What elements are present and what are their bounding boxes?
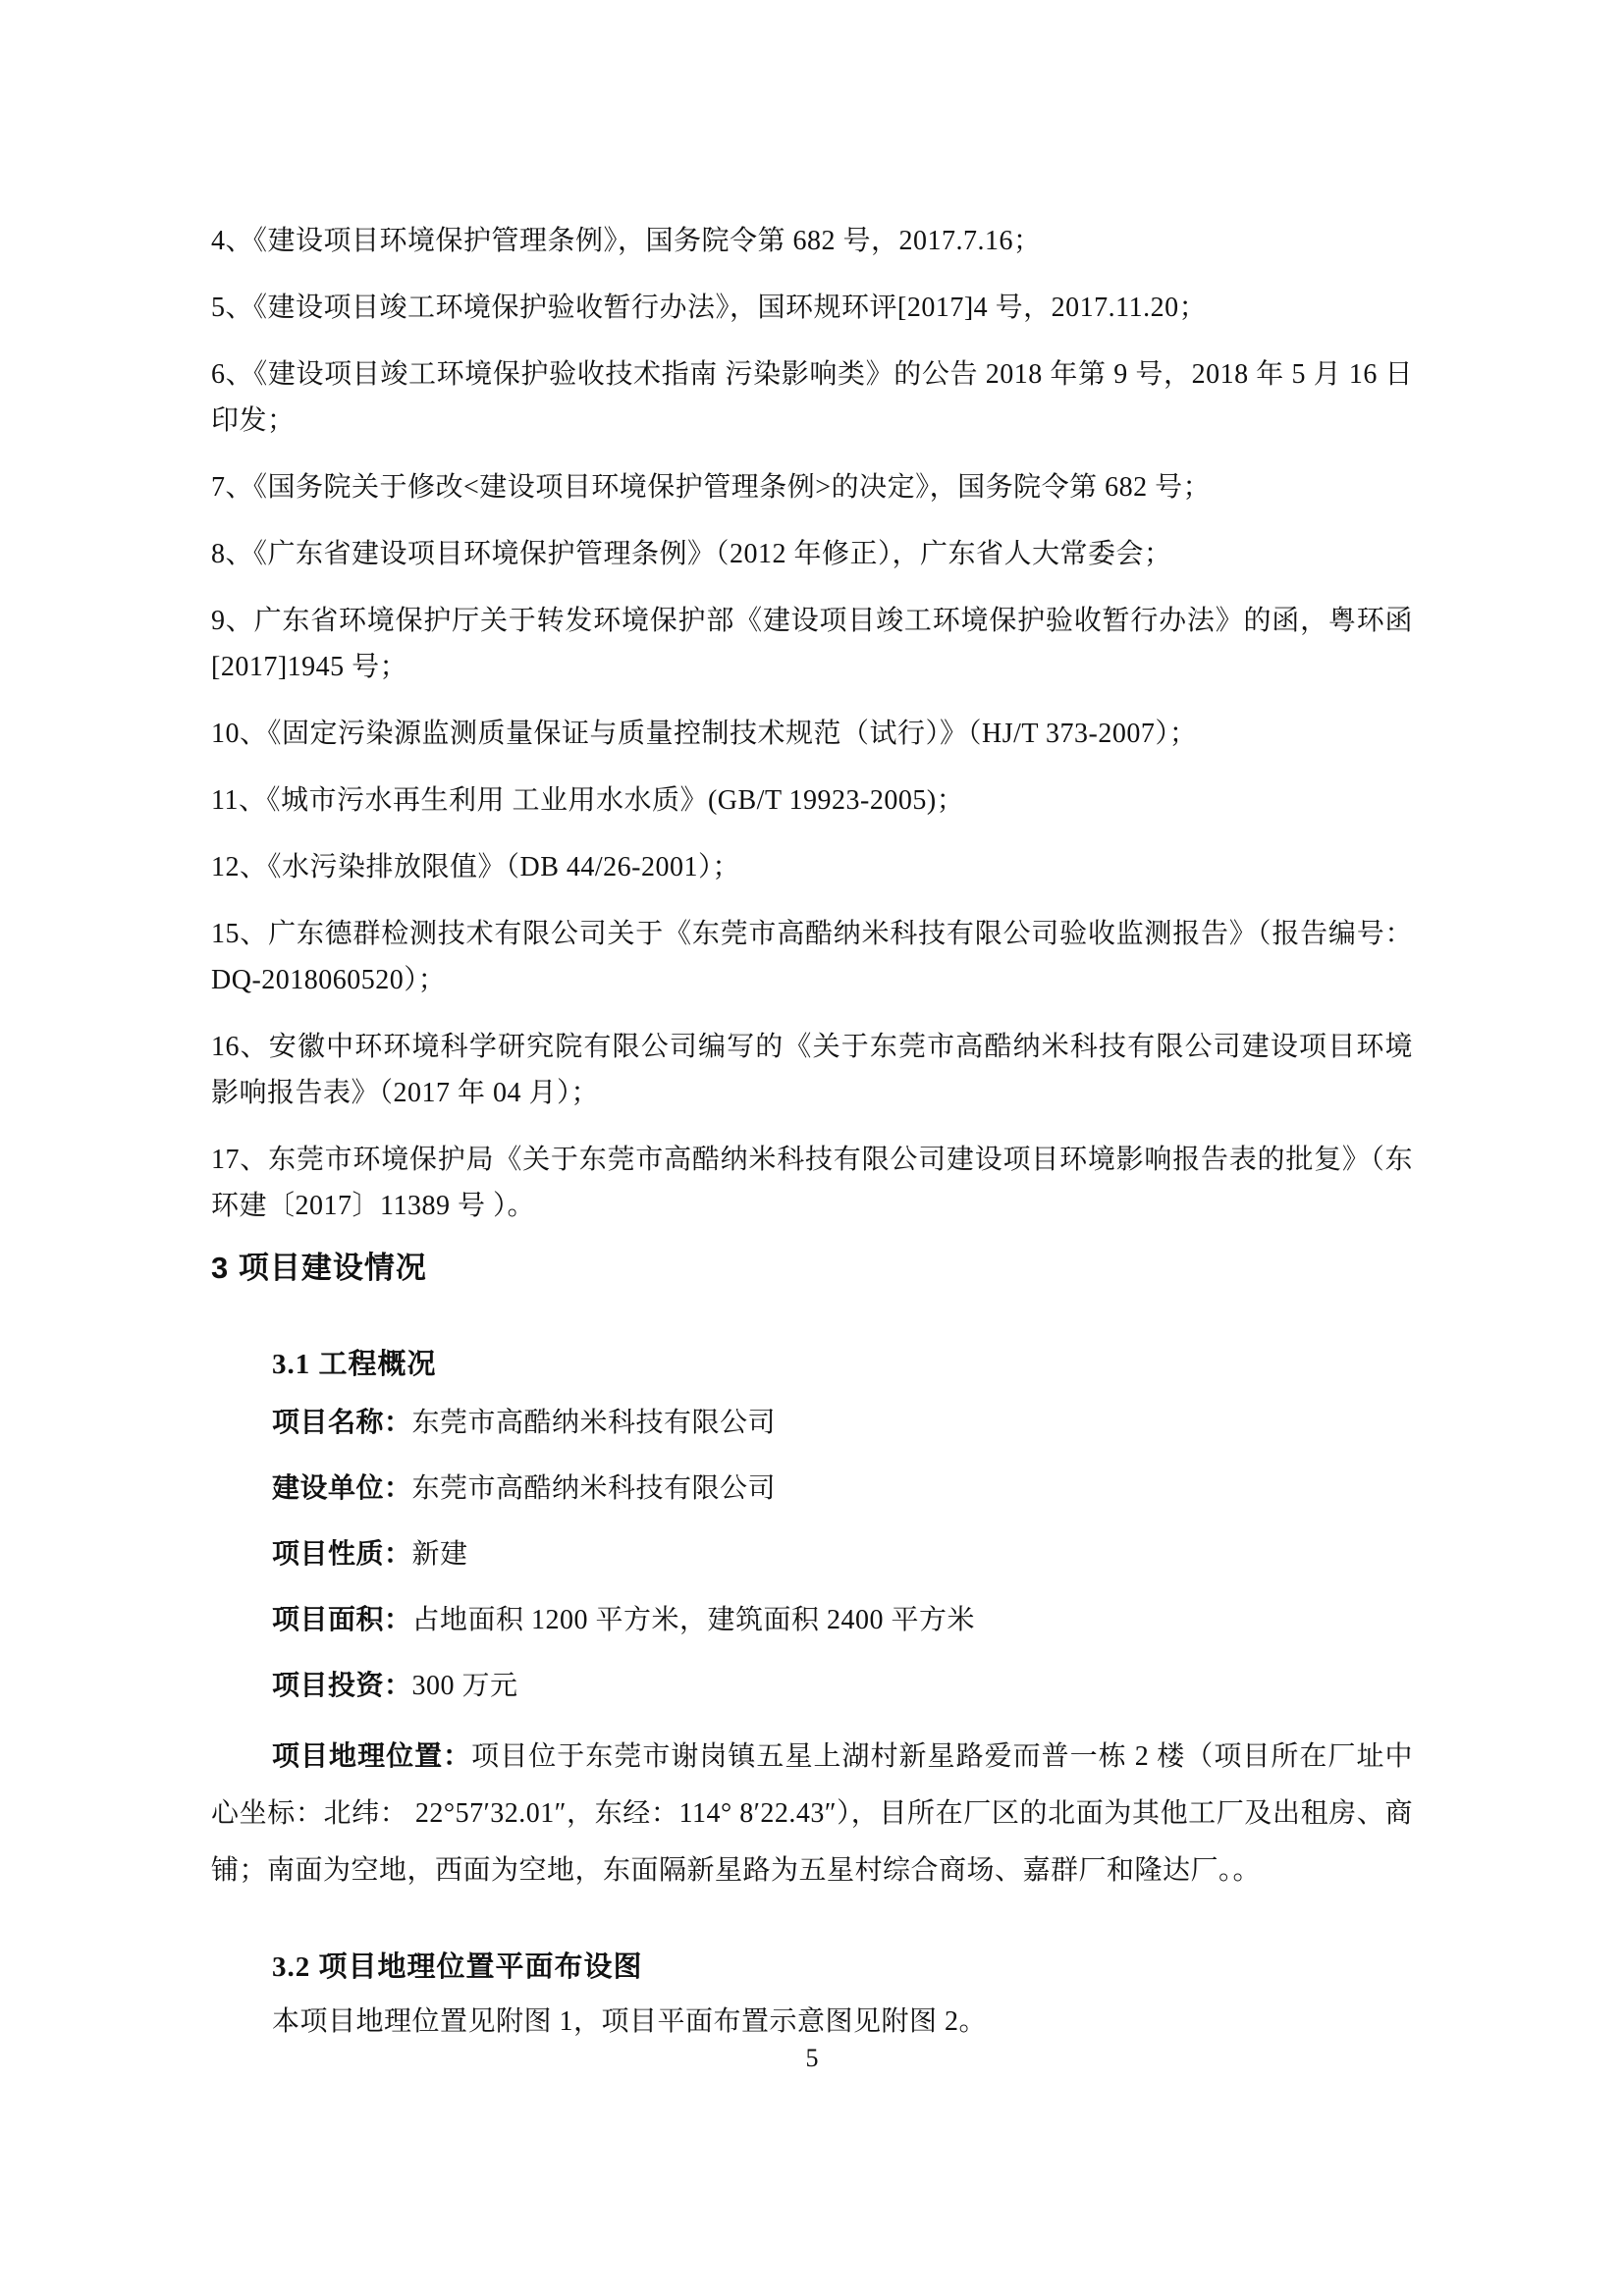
reference-item-12: 12、《水污染排放限值》（DB 44/26-2001）； bbox=[211, 852, 741, 882]
field-value: 新建 bbox=[411, 1539, 468, 1570]
field-project-nature bbox=[272, 1531, 1413, 1577]
field-project-name bbox=[272, 1400, 1413, 1446]
field-label: 项目性质： bbox=[272, 1539, 412, 1570]
location-text: 项目位于东莞市谢岗镇五星上湖村新星路爱而普一栋 2 楼（项目所在厂址中心坐标：北纬： 22°57′32.01″，东经：114° 8′22.43″），目所在厂区的北面为其他工厂及出租房、商铺；南面为空地，西面为空地，东面隔新星路为五星村综合商场、嘉群厂和隆达厂。。 bbox=[211, 1741, 1413, 1886]
reference-item-17: 17、东莞市环境保护局《关于东莞市高酷纳米科技有限公司建设项目环境影响报告表的批复》（东环建〔2017〕11389 号 ）。 bbox=[211, 1145, 1413, 1221]
field-label: 项目地理位置： bbox=[272, 1741, 472, 1772]
section-title: 3 项目建设情况 bbox=[211, 1251, 427, 1285]
reference-item-6: 6、《建设项目竣工环境保护验收技术指南 污染影响类》的公告 2018 年第 9 号，2018 年 5 月 16 日印发； bbox=[211, 359, 1413, 436]
field-value: 东莞市高酷纳米科技有限公司 bbox=[411, 1408, 777, 1438]
field-value: 东莞市高酷纳米科技有限公司 bbox=[411, 1473, 777, 1504]
reference-item-16: 16、安徽中环环境科学研究院有限公司编写的《关于东莞市高酷纳米科技有限公司建设项目环境影响报告表》（2017 年 04 月）； bbox=[211, 1032, 1413, 1108]
page-number: 5 bbox=[805, 2044, 819, 2072]
reference-item-4: 4、《建设项目环境保护管理条例》，国务院令第 682 号，2017.7.16； bbox=[211, 226, 1042, 256]
field-value: 300 万元 bbox=[411, 1671, 518, 1701]
field-label: 项目名称： bbox=[272, 1408, 412, 1438]
field-label: 项目面积： bbox=[272, 1605, 412, 1635]
reference-item-7: 7、《国务院关于修改<建设项目环境保护管理条例>的决定》，国务院令第 682 号； bbox=[211, 472, 1212, 503]
field-project-investment bbox=[272, 1663, 1413, 1709]
field-project-area bbox=[272, 1597, 1413, 1643]
reference-item-10: 10、《固定污染源监测质量保证与质量控制技术规范（试行）》（HJ/T 373-2007）； bbox=[211, 719, 1198, 749]
field-value: 占地面积 1200 平方米，建筑面积 2400 平方米 bbox=[411, 1605, 976, 1635]
subsection-3-1-title: 3.1 工程概况 bbox=[272, 1349, 437, 1380]
reference-item-9: 9、广东省环境保护厅关于转发环境保护部《建设项目竣工环境保护验收暂行办法》的函，粤环函[2017]1945 号； bbox=[211, 606, 1413, 682]
project-location-paragraph bbox=[211, 1729, 1413, 1899]
subsection-3-2-body: 本项目地理位置见附图 1，项目平面布置示意图见附图 2。 bbox=[272, 2006, 988, 2037]
field-label: 建设单位： bbox=[272, 1473, 412, 1504]
field-label: 项目投资： bbox=[272, 1671, 412, 1701]
field-construction-unit bbox=[272, 1466, 1413, 1512]
reference-item-5: 5、《建设项目竣工环境保护验收暂行办法》，国环规环评[2017]4 号，2017.11.20； bbox=[211, 293, 1208, 323]
reference-item-15: 15、广东德群检测技术有限公司关于《东莞市高酷纳米科技有限公司验收监测报告》（报告编号：DQ-2018060520）； bbox=[211, 919, 1413, 995]
subsection-3-2-title: 3.2 项目地理位置平面布设图 bbox=[272, 1951, 643, 1983]
reference-item-8: 8、《广东省建设项目环境保护管理条例》（2012 年修正），广东省人大常委会； bbox=[211, 539, 1172, 569]
reference-item-11: 11、《城市污水再生利用 工业用水水质》(GB/T 19923-2005)； bbox=[211, 785, 965, 816]
